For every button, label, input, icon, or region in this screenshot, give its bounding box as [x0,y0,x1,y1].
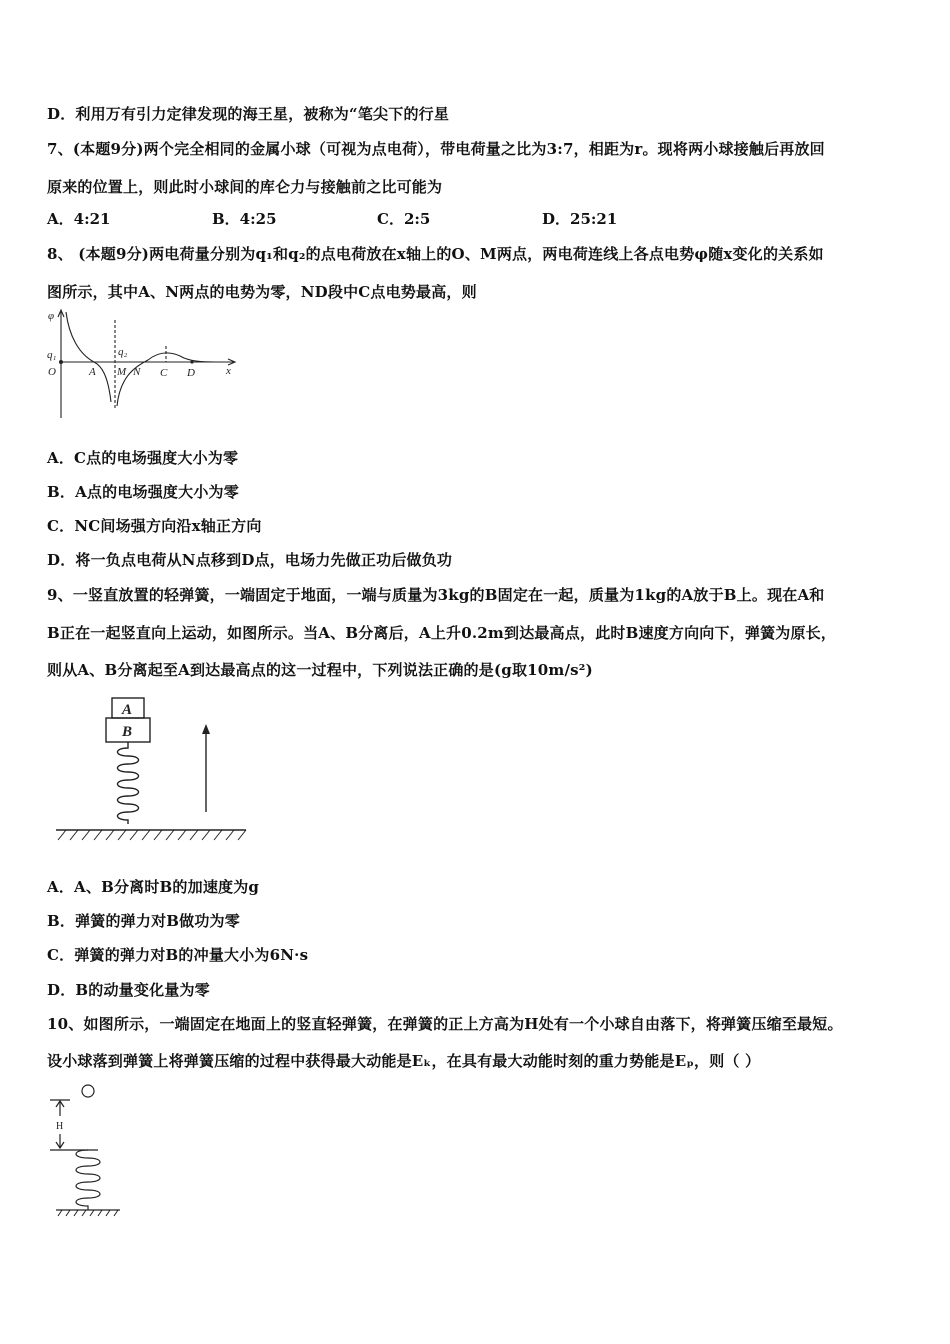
c-label: C [160,367,168,379]
q8-option-c: C．NC间场强方向沿x轴正方向 [47,517,262,535]
spring-coil [76,1150,100,1210]
height-label: H [56,1121,64,1132]
q10-stem-line2: 设小球落到弹簧上将弹簧压缩的过程中获得最大动能是Eₖ，在具有最大动能时刻的重力势能是Eₚ，则（ ） [47,1052,761,1070]
q6-option-d: D．利用万有引力定律发现的海王星，被称为“笔尖下的行星 [47,105,450,123]
q8-potential-figure [44,306,244,422]
q9-option-c: C．弹簧的弹力对B的冲量大小为6N·s [47,946,309,964]
q9-stem-line3: 则从A、B分离起至A到达最高点的这一过程中，下列说法正确的是(g取10m/s²) [47,661,593,679]
q7-option-b: B．4:25 [212,210,277,228]
q9-option-d: D．B的动量变化量为零 [47,981,210,999]
block-b-label: B [122,724,133,740]
q10-stem-line1: 10、如图所示，一端固定在地面上的竖直轻弹簧，在弹簧的正上方高为H处有一个小球自由落下，将弹簧压缩至最短。 [47,1015,843,1033]
potential-curve-right [117,353,224,406]
x-label: x [226,365,231,377]
q9-stem-line1: 9、一竖直放置的轻弹簧，一端固定于地面，一端与质量为3kg的B固定在一起，质量为1kg的A放于B上。现在A和 [47,586,825,604]
q8-stem-line2: 图所示，其中A、N两点的电势为零，ND段中C点电势最高，则 [47,283,477,301]
q7-option-d: D．25:21 [542,210,618,228]
velocity-arrowhead [202,724,210,734]
q7-stem-line1: 7、(本题9分)两个完全相同的金属小球（可视为点电荷），带电荷量之比为3:7，相距为r。现将两小球接触后再放回 [47,140,825,158]
origin-dot [59,360,63,364]
q8-option-a: A．C点的电场强度大小为零 [47,449,239,467]
potential-curve-left [66,312,111,402]
o-label: O [48,366,56,378]
q10-spring-figure [46,1082,126,1222]
q7-option-c: C．2:5 [377,210,431,228]
q1-label: q₁ [47,349,57,361]
q9-option-b: B．弹簧的弹力对B做功为零 [47,912,240,930]
q8-option-b: B．A点的电场强度大小为零 [47,483,239,501]
m-label: M [117,366,127,378]
q7-option-a: A．4:21 [47,210,111,228]
q2-label: q₂ [118,346,128,358]
ball [82,1085,94,1097]
spring-coil [118,742,139,824]
point-d-dot [190,360,193,363]
n-label: N [133,366,141,378]
block-a-label: A [122,702,133,718]
d-label: D [187,367,195,379]
q7-stem-line2: 原来的位置上，则此时小球间的库仑力与接触前之比可能为 [47,178,443,196]
q8-option-d: D．将一负点电荷从N点移到D点，电场力先做正功后做负功 [47,551,453,569]
q9-stem-line2: B正在一起竖直向上运动，如图所示。当A、B分离后，A上升0.2m到达最高点，此时B速度方向向下，弹簧为原长， [47,624,837,642]
phi-label: φ [48,310,55,322]
q9-spring-figure [46,692,252,850]
a-label: A [89,366,96,378]
q9-option-a: A．A、B分离时B的加速度为g [47,878,260,896]
q8-stem-line1: 8、 (本题9分)两电荷量分别为q₁和q₂的点电荷放在x轴上的O、M两点，两电荷连线上各点电势φ随x变化的关系如 [47,245,824,263]
